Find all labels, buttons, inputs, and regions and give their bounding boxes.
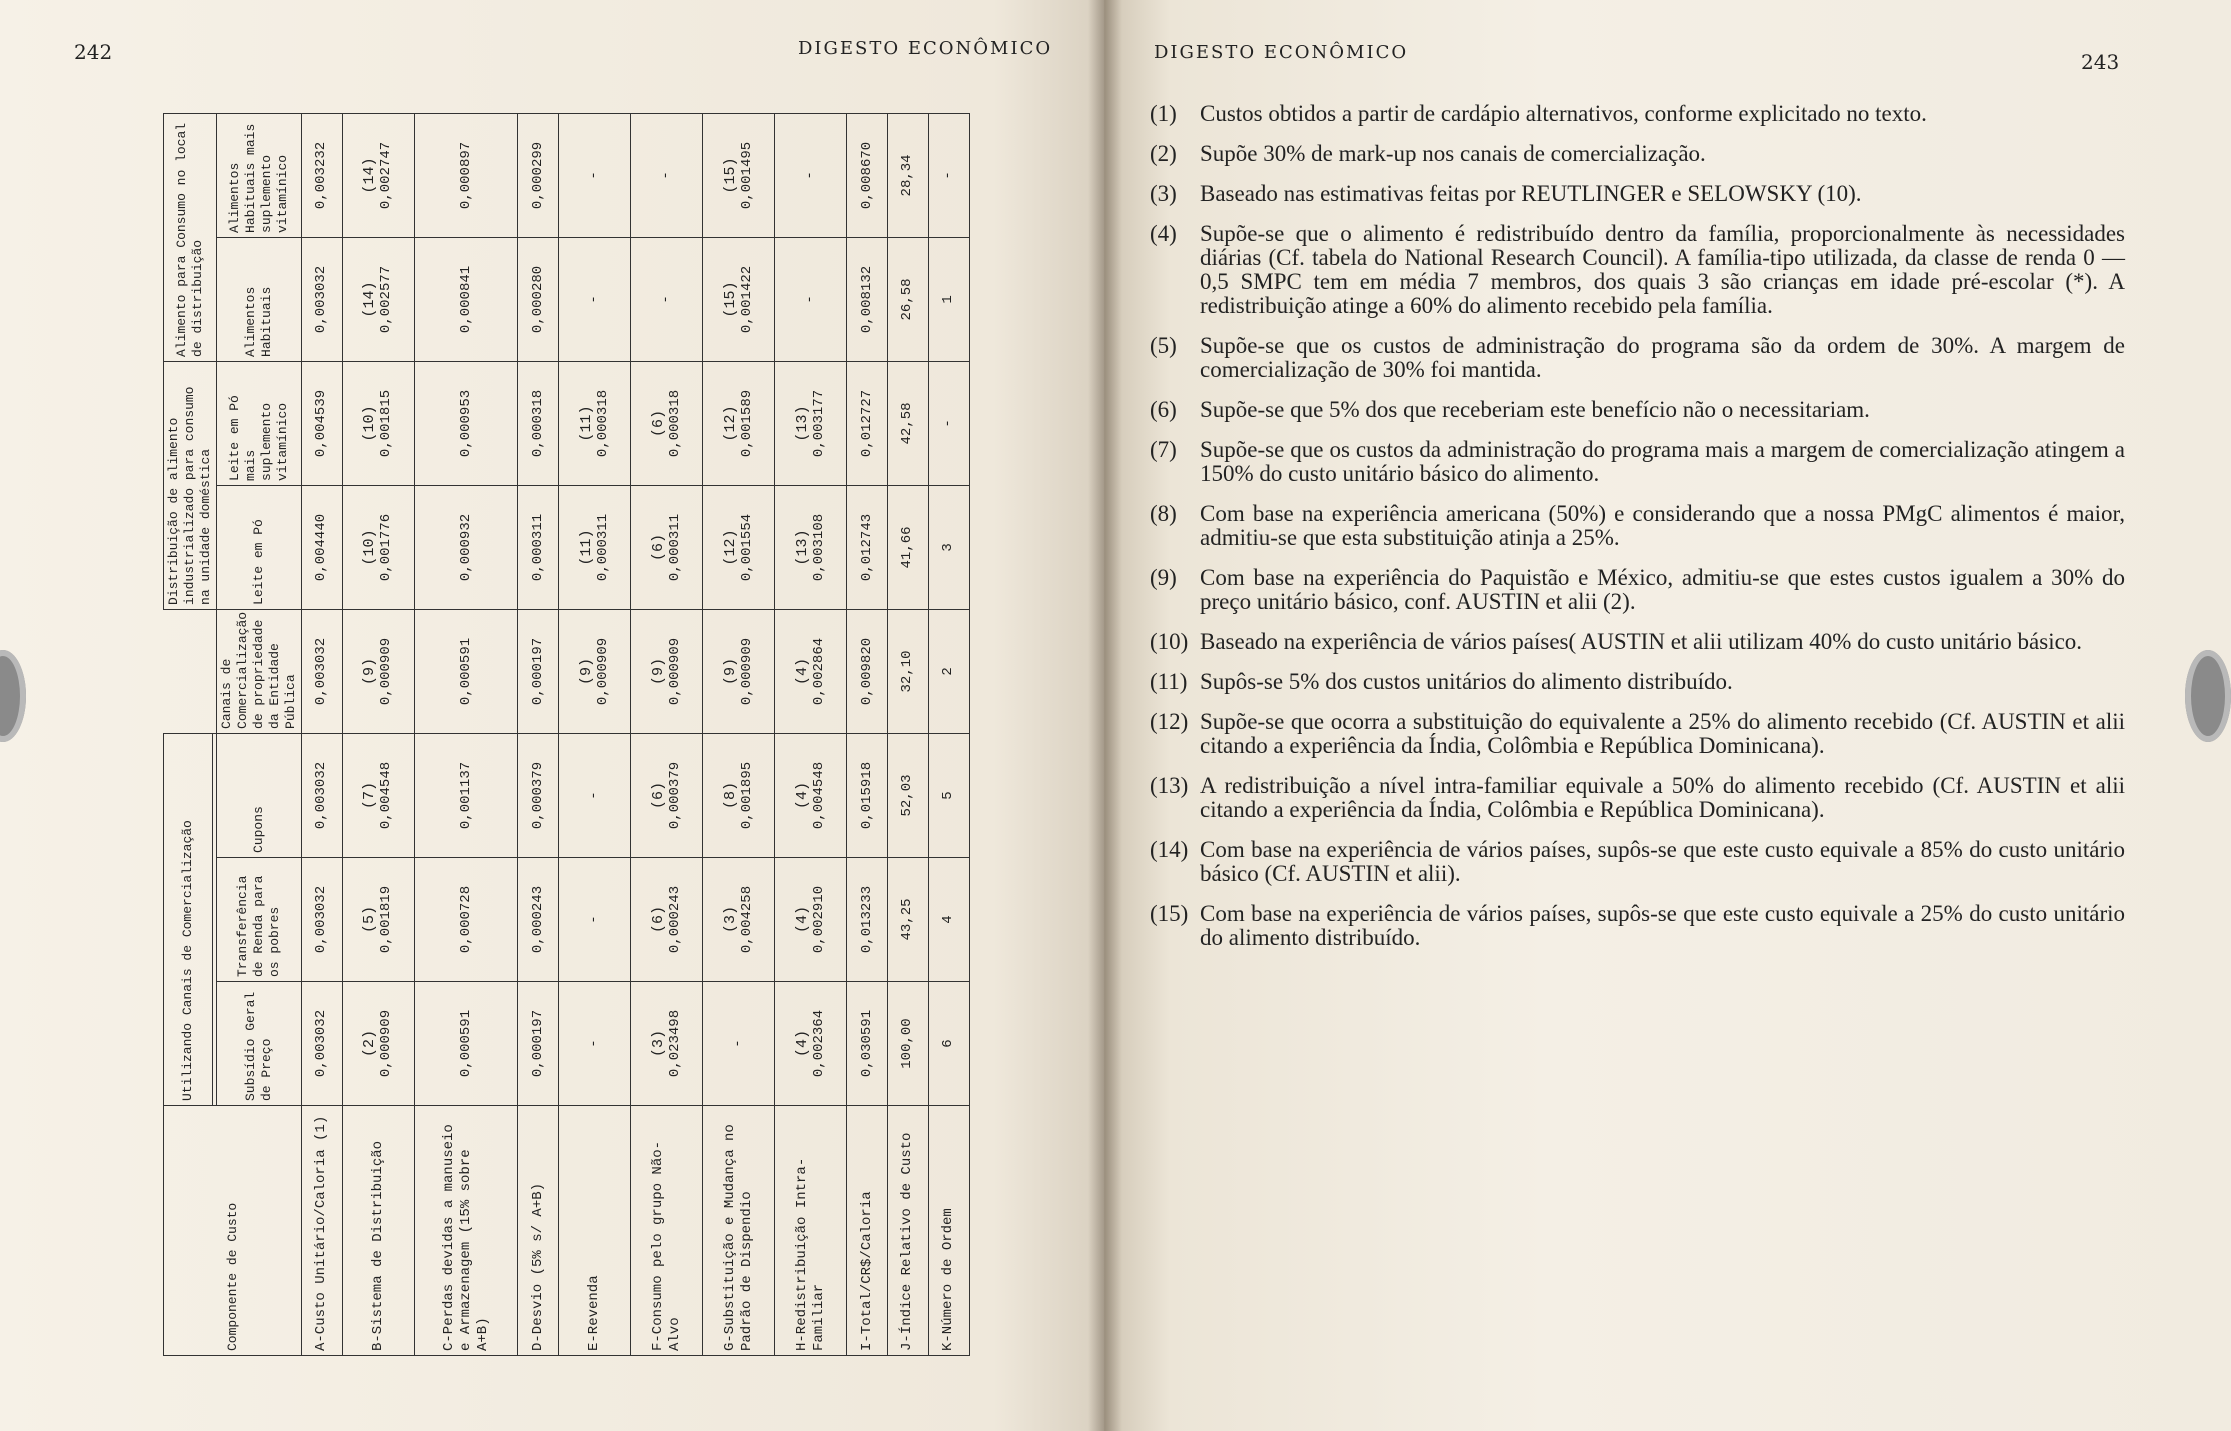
cell-value: 0,000311 bbox=[666, 513, 683, 582]
cell-value: 0,001495 bbox=[738, 141, 755, 210]
cell-value: 32,10 bbox=[899, 650, 916, 693]
table-cell bbox=[928, 237, 969, 361]
cell-value: 1 bbox=[940, 295, 957, 304]
table-cell bbox=[888, 609, 929, 733]
table-cell bbox=[928, 733, 969, 857]
footnote bbox=[1150, 142, 2125, 166]
footnote-text: Supõe-se que os custos da administração do programa mais a margem de comercialização atingem a 150% do custo unitário básico do alimento. bbox=[1200, 437, 2125, 486]
row-label: A-Custo Unitário/Caloria (1) bbox=[302, 1106, 343, 1356]
cell-footnote-ref: (11) bbox=[577, 405, 595, 442]
footnote-number: (1) bbox=[1150, 101, 1177, 126]
cell-value: 0,000953 bbox=[457, 389, 474, 458]
footnote-number: (15) bbox=[1150, 901, 1189, 926]
footnote bbox=[1150, 102, 2125, 126]
table-cell bbox=[928, 609, 969, 733]
cell-footnote-ref: (4) bbox=[793, 781, 811, 809]
cell-footnote-ref: (6) bbox=[649, 409, 667, 437]
cell-value: 0,000318 bbox=[529, 389, 546, 458]
cell-value: 0,003232 bbox=[313, 141, 330, 210]
cell-value: 0,000909 bbox=[666, 637, 683, 706]
table-cell bbox=[302, 237, 343, 361]
cell-value: 0,002910 bbox=[810, 885, 827, 954]
cell-value: 0,004539 bbox=[313, 389, 330, 458]
table-cell bbox=[342, 982, 414, 1106]
table-cell bbox=[631, 361, 703, 485]
table-cell bbox=[518, 485, 559, 609]
cell-value: 0,000909 bbox=[378, 1009, 395, 1078]
cell-value: 0,001776 bbox=[378, 513, 395, 582]
cost-table bbox=[163, 113, 970, 1356]
table-cell bbox=[775, 733, 847, 857]
table-cell bbox=[414, 733, 518, 857]
header-group-distribution: Distribuição de alimento industrializado para consumo na unidade doméstica bbox=[164, 361, 217, 609]
footnotes-list bbox=[1150, 102, 2125, 966]
cell-value: 0,012727 bbox=[858, 389, 875, 458]
table-cell bbox=[703, 113, 775, 237]
cell-value: - bbox=[940, 171, 957, 180]
footnote bbox=[1150, 398, 2125, 422]
cell-footnote-ref: (5) bbox=[361, 906, 379, 934]
col-head-leite-po-suplemento: Leite em Pó mais suplemento vitamínico bbox=[217, 361, 302, 485]
table-cell bbox=[631, 858, 703, 982]
row-label: H-Redistribuição Intra-Familiar bbox=[775, 1106, 847, 1356]
table-cell bbox=[518, 733, 559, 857]
cell-value: 0,001589 bbox=[738, 389, 755, 458]
table-cell bbox=[703, 982, 775, 1106]
cell-footnote-ref: (4) bbox=[793, 906, 811, 934]
footnote bbox=[1150, 566, 2125, 614]
table-cell bbox=[518, 361, 559, 485]
cell-value: 0,013233 bbox=[858, 885, 875, 954]
footnote-text: Com base na experiência americana (50%) e considerando que a nossa PMgC alimentos é maior, admitiu-se que esta substituição atinja a 25%. bbox=[1200, 501, 2125, 550]
cell-value: - bbox=[802, 171, 819, 180]
cost-table-rotated bbox=[163, 113, 957, 1356]
cell-footnote-ref: (9) bbox=[649, 657, 667, 685]
cell-value: 0,004548 bbox=[378, 761, 395, 830]
table-cell bbox=[703, 858, 775, 982]
cell-value: 42,58 bbox=[899, 402, 916, 445]
cell-value: 0,000728 bbox=[457, 885, 474, 954]
table-cell bbox=[928, 982, 969, 1106]
table-cell bbox=[414, 485, 518, 609]
cell-value: 26,58 bbox=[899, 278, 916, 321]
cell-value: 0,000591 bbox=[457, 637, 474, 706]
cell-value: 0,030591 bbox=[858, 1009, 875, 1078]
table-cell bbox=[518, 113, 559, 237]
cell-footnote-ref: (3) bbox=[721, 906, 739, 934]
running-head-left: DIGESTO ECONÔMICO bbox=[798, 38, 1053, 59]
table-cell bbox=[847, 733, 888, 857]
cell-value: - bbox=[802, 295, 819, 304]
cell-value: 0,004258 bbox=[738, 885, 755, 954]
table-cell bbox=[518, 609, 559, 733]
table-cell bbox=[775, 982, 847, 1106]
footnote bbox=[1150, 182, 2125, 206]
cell-value: 2 bbox=[940, 667, 957, 676]
page-number-left: 242 bbox=[74, 40, 113, 64]
table-cell bbox=[342, 113, 414, 237]
table-cell bbox=[414, 858, 518, 982]
col-head-alimentos-habituais-suplemento: Alimentos Habituais mais suplemento vitamínico bbox=[217, 113, 302, 237]
footnote-number: (5) bbox=[1150, 333, 1177, 358]
cell-value: - bbox=[940, 419, 957, 428]
cell-value: - bbox=[730, 1039, 747, 1048]
table-cell bbox=[414, 609, 518, 733]
binder-hole-right bbox=[2185, 650, 2231, 742]
cell-footnote-ref: (12) bbox=[721, 529, 739, 566]
footnote-text: Supôs-se 5% dos custos unitários do alimento distribuído. bbox=[1200, 669, 1733, 694]
cell-value: 41,66 bbox=[899, 526, 916, 569]
table-cell bbox=[631, 485, 703, 609]
footnote-text: Com base na experiência do Paquistão e México, admitiu-se que estes custos igualem a 30% do preço unitário básico, conf. AUSTIN et alii (2). bbox=[1200, 565, 2125, 614]
footnote-number: (6) bbox=[1150, 397, 1177, 422]
cell-value: 0,001422 bbox=[738, 265, 755, 334]
table-cell bbox=[847, 609, 888, 733]
table-row bbox=[775, 113, 847, 1355]
table-cell bbox=[775, 237, 847, 361]
table-cell bbox=[558, 113, 630, 237]
footnote bbox=[1150, 222, 2125, 318]
table-cell bbox=[342, 733, 414, 857]
cell-value: 0,004548 bbox=[810, 761, 827, 830]
cell-value: 43,25 bbox=[899, 898, 916, 941]
cell-value: 3 bbox=[940, 543, 957, 552]
cell-value: 0,000909 bbox=[594, 637, 611, 706]
table-cell bbox=[302, 733, 343, 857]
cell-value: - bbox=[586, 1039, 603, 1048]
table-row bbox=[342, 113, 414, 1355]
footnote-text: Custos obtidos a partir de cardápio alternativos, conforme explicitado no texto. bbox=[1200, 101, 1927, 126]
table-row bbox=[518, 113, 559, 1355]
cell-value: 0,000841 bbox=[457, 265, 474, 334]
table-cell bbox=[703, 733, 775, 857]
table-cell bbox=[631, 609, 703, 733]
table-cell bbox=[847, 113, 888, 237]
table-cell bbox=[342, 361, 414, 485]
cell-footnote-ref: (9) bbox=[361, 657, 379, 685]
row-label: G-Substituição e Mudança no Padrão de Dispendio bbox=[703, 1106, 775, 1356]
table-cell bbox=[342, 237, 414, 361]
cell-value: 100,00 bbox=[899, 1018, 916, 1069]
table-cell bbox=[847, 361, 888, 485]
table-cell bbox=[703, 609, 775, 733]
footnote-text: Com base na experiência de vários países, supôs-se que este custo equivale a 85% do custo unitário básico (Cf. AUSTIN et alii). bbox=[1200, 837, 2125, 886]
table-row bbox=[847, 113, 888, 1355]
cell-value: 0,000379 bbox=[529, 761, 546, 830]
table-cell bbox=[847, 237, 888, 361]
cell-footnote-ref: (11) bbox=[577, 529, 595, 566]
table-body bbox=[302, 113, 970, 1355]
table-cell bbox=[631, 113, 703, 237]
cell-footnote-ref: (9) bbox=[721, 657, 739, 685]
book-gutter bbox=[1088, 0, 1122, 1431]
cell-value: 0,000311 bbox=[529, 513, 546, 582]
row-label: D-Desvio (5% s/ A+B) bbox=[518, 1106, 559, 1356]
footnote bbox=[1150, 902, 2125, 950]
cell-value: 0,000897 bbox=[457, 141, 474, 210]
table-cell bbox=[847, 858, 888, 982]
cell-value: - bbox=[658, 295, 675, 304]
table-cell bbox=[631, 733, 703, 857]
footnote-number: (14) bbox=[1150, 837, 1189, 862]
footnote-text: Supõe-se que os custos de administração do programa são da ordem de 30%. A margem de comercialização de 30% foi mantida. bbox=[1200, 333, 2125, 382]
cell-value: - bbox=[586, 171, 603, 180]
table-cell bbox=[847, 485, 888, 609]
row-label: F-Consumo pelo grupo Não-Alvo bbox=[631, 1106, 703, 1356]
left-page bbox=[0, 0, 1104, 1431]
table-cell bbox=[847, 982, 888, 1106]
cell-footnote-ref: (4) bbox=[793, 657, 811, 685]
cell-value: 0,000243 bbox=[666, 885, 683, 954]
cell-value: 0,002577 bbox=[378, 265, 395, 334]
table-cell bbox=[775, 113, 847, 237]
table-row bbox=[302, 113, 343, 1355]
footnote-number: (7) bbox=[1150, 437, 1177, 462]
cell-value: 0,000909 bbox=[738, 637, 755, 706]
footnote-number: (9) bbox=[1150, 565, 1177, 590]
table-cell bbox=[888, 982, 929, 1106]
cell-value: 0,023498 bbox=[666, 1009, 683, 1078]
cell-value: 0,001819 bbox=[378, 885, 395, 954]
table-cell bbox=[558, 485, 630, 609]
table-cell bbox=[302, 858, 343, 982]
cell-value: 0,002864 bbox=[810, 637, 827, 706]
cell-footnote-ref: (14) bbox=[361, 281, 379, 318]
row-label: E-Revenda bbox=[558, 1106, 630, 1356]
cell-value: 28,34 bbox=[899, 154, 916, 197]
cell-value: 0,012743 bbox=[858, 513, 875, 582]
table-cell bbox=[631, 237, 703, 361]
footnote-text: Supõe 30% de mark-up nos canais de comercialização. bbox=[1200, 141, 1706, 166]
table-cell bbox=[888, 237, 929, 361]
table-cell bbox=[775, 485, 847, 609]
cost-table-frame bbox=[163, 113, 957, 1356]
table-row bbox=[888, 113, 929, 1355]
footnote-text: Supõe-se que 5% dos que receberiam este benefício não o necessitariam. bbox=[1200, 397, 1870, 422]
header-group-channels: Utilizando Canais de Comercialização bbox=[164, 733, 213, 1105]
table-cell bbox=[775, 858, 847, 982]
running-head-right: DIGESTO ECONÔMICO bbox=[1154, 42, 1409, 63]
cell-footnote-ref: (3) bbox=[649, 1030, 667, 1058]
cell-footnote-ref: (15) bbox=[721, 157, 739, 194]
table-cell bbox=[775, 361, 847, 485]
table-cell bbox=[558, 361, 630, 485]
footnote-number: (3) bbox=[1150, 181, 1177, 206]
table-row bbox=[703, 113, 775, 1355]
table-cell bbox=[631, 982, 703, 1106]
footnote-text: Supõe-se que ocorra a substituição do equivalente a 25% do alimento recebido (Cf. AUSTIN et alii citando a experiência da Índia, Colômbia e República Dominicana). bbox=[1200, 709, 2125, 758]
cell-value: 0,000318 bbox=[666, 389, 683, 458]
table-cell bbox=[888, 113, 929, 237]
cell-value: 4 bbox=[940, 915, 957, 924]
table-cell bbox=[775, 609, 847, 733]
cell-footnote-ref: (6) bbox=[649, 533, 667, 561]
table-cell bbox=[558, 609, 630, 733]
col-head-subsidio: Subsídio Geral de Preço bbox=[217, 982, 302, 1106]
footnote-number: (13) bbox=[1150, 773, 1189, 798]
cell-value: 0,000280 bbox=[529, 265, 546, 334]
cell-value: - bbox=[586, 295, 603, 304]
table-cell bbox=[342, 609, 414, 733]
cell-value: 0,015918 bbox=[858, 761, 875, 830]
footnote-number: (8) bbox=[1150, 501, 1177, 526]
cell-value: 0,002747 bbox=[378, 141, 395, 210]
table-cell bbox=[302, 113, 343, 237]
table-cell bbox=[518, 858, 559, 982]
cell-value: 0,003032 bbox=[313, 265, 330, 334]
table-cell bbox=[302, 982, 343, 1106]
table-cell bbox=[414, 113, 518, 237]
footnote bbox=[1150, 838, 2125, 886]
cell-value: 0,008132 bbox=[858, 265, 875, 334]
cell-footnote-ref: (13) bbox=[793, 529, 811, 566]
footnote-text: Com base na experiência de vários países, supôs-se que este custo equivale a 25% do custo unitário do alimento distribuído. bbox=[1200, 901, 2125, 950]
cell-value: 0,003032 bbox=[313, 761, 330, 830]
cell-value: 0,000299 bbox=[529, 141, 546, 210]
table-cell bbox=[558, 982, 630, 1106]
row-label: I-Total/CR$/Caloria bbox=[847, 1106, 888, 1356]
cell-footnote-ref: (14) bbox=[361, 157, 379, 194]
cell-value: 0,002364 bbox=[810, 1009, 827, 1078]
footnote bbox=[1150, 774, 2125, 822]
footnote-text: Baseado nas estimativas feitas por REUTLINGER e SELOWSKY (10). bbox=[1200, 181, 1862, 206]
col-head-leite-po: Leite em Pó bbox=[217, 485, 302, 609]
cell-value: 0,008670 bbox=[858, 141, 875, 210]
cell-value: 0,000311 bbox=[594, 513, 611, 582]
cell-value: 0,000243 bbox=[529, 885, 546, 954]
cell-footnote-ref: (12) bbox=[721, 405, 739, 442]
table-cell bbox=[888, 361, 929, 485]
footnote bbox=[1150, 502, 2125, 550]
cell-value: 0,000318 bbox=[594, 389, 611, 458]
footnote-number: (12) bbox=[1150, 709, 1189, 734]
col-head-alimentos-habituais: Alimentos Habituais bbox=[217, 237, 302, 361]
row-label: J-Índice Relativo de Custo bbox=[888, 1106, 929, 1356]
cell-value: 0,000379 bbox=[666, 761, 683, 830]
cell-value: 0,001554 bbox=[738, 513, 755, 582]
cell-value: - bbox=[658, 171, 675, 180]
table-cell bbox=[302, 361, 343, 485]
col-head-transferencia: Transferência de Renda para os pobres bbox=[217, 858, 302, 982]
cell-footnote-ref: (10) bbox=[361, 529, 379, 566]
table-cell bbox=[558, 237, 630, 361]
cell-value: 0,003032 bbox=[313, 885, 330, 954]
cell-value: 52,03 bbox=[899, 774, 916, 817]
cell-value: 0,003177 bbox=[810, 389, 827, 458]
table-cell bbox=[302, 609, 343, 733]
table-cell bbox=[414, 982, 518, 1106]
cell-footnote-ref: (9) bbox=[577, 657, 595, 685]
col-head-canais-publicos: Canais de Comercialização de propriedade da Entidade Pública bbox=[217, 609, 302, 733]
footnote-number: (11) bbox=[1150, 669, 1188, 694]
cell-footnote-ref: (8) bbox=[721, 781, 739, 809]
footnote bbox=[1150, 710, 2125, 758]
cell-footnote-ref: (4) bbox=[793, 1030, 811, 1058]
footnote bbox=[1150, 438, 2125, 486]
table-cell bbox=[888, 858, 929, 982]
cell-value: 0,000197 bbox=[529, 1009, 546, 1078]
table-cell bbox=[703, 237, 775, 361]
table-cell bbox=[928, 858, 969, 982]
cell-footnote-ref: (2) bbox=[361, 1030, 379, 1058]
page-number-right: 243 bbox=[2081, 50, 2120, 74]
footnote bbox=[1150, 670, 2125, 694]
header-group-local: Alimento para Consumo no local de distribuição bbox=[164, 113, 217, 361]
table-cell bbox=[928, 485, 969, 609]
cell-value: - bbox=[586, 791, 603, 800]
footnote bbox=[1150, 334, 2125, 382]
footnote-text: Baseado na experiência de vários países( AUSTIN et alii utilizam 40% do custo unitário básico. bbox=[1200, 629, 2083, 654]
cell-value: 0,001895 bbox=[738, 761, 755, 830]
row-label: K-Número de Ordem bbox=[928, 1106, 969, 1356]
table-cell bbox=[302, 485, 343, 609]
footnote-number: (10) bbox=[1150, 629, 1189, 654]
table-row bbox=[928, 113, 969, 1355]
table-cell bbox=[703, 361, 775, 485]
table-cell bbox=[558, 733, 630, 857]
cell-footnote-ref: (13) bbox=[793, 405, 811, 442]
cell-value: 0,003032 bbox=[313, 637, 330, 706]
cell-value: 0,000197 bbox=[529, 637, 546, 706]
table-row bbox=[631, 113, 703, 1355]
table-cell bbox=[703, 485, 775, 609]
row-label: C-Perdas devidas a manuseio e Armazenagem (15% sobre A+B) bbox=[414, 1106, 518, 1356]
table-cell bbox=[342, 858, 414, 982]
header-component: Componente de Custo bbox=[164, 1106, 302, 1356]
cell-value: 5 bbox=[940, 791, 957, 800]
table-row bbox=[558, 113, 630, 1355]
cell-value: 6 bbox=[940, 1039, 957, 1048]
cell-footnote-ref: (10) bbox=[361, 405, 379, 442]
table-cell bbox=[558, 858, 630, 982]
table-cell bbox=[414, 361, 518, 485]
header-blank bbox=[164, 609, 213, 733]
cell-footnote-ref: (15) bbox=[721, 281, 739, 318]
table-cell bbox=[414, 237, 518, 361]
cell-value: 0,001137 bbox=[457, 761, 474, 830]
cell-value: 0,004440 bbox=[313, 513, 330, 582]
cell-footnote-ref: (6) bbox=[649, 781, 667, 809]
cell-value: 0,000591 bbox=[457, 1009, 474, 1078]
table-cell bbox=[928, 113, 969, 237]
footnote-number: (4) bbox=[1150, 221, 1177, 246]
cell-value: 0,001815 bbox=[378, 389, 395, 458]
cell-footnote-ref: (7) bbox=[361, 781, 379, 809]
col-head-cupons: Cupons bbox=[217, 733, 302, 857]
table-cell bbox=[888, 485, 929, 609]
footnote-text: Supõe-se que o alimento é redistribuído dentro da família, proporcionalmente às necessidades diárias (Cf. tabela do National Research Council). A família-tipo utilizada, da classe de renda 0 — 0,5 SMPC tem em média 7 membros, dos quais 3 são crianças em idade pré-escolar (*). A redistribuição atinge a 60% do alimento recebido pela família. bbox=[1200, 221, 2125, 318]
table-cell bbox=[342, 485, 414, 609]
footnote-text: A redistribuição a nível intra-familiar equivale a 50% do alimento recebido (Cf. AUSTIN et alii citando a experiência da Índia, Colômbia e República Dominicana). bbox=[1200, 773, 2125, 822]
cell-value: - bbox=[586, 915, 603, 924]
table-cell bbox=[888, 733, 929, 857]
cell-value: 0,000909 bbox=[378, 637, 395, 706]
cell-value: 0,000932 bbox=[457, 513, 474, 582]
footnote bbox=[1150, 630, 2125, 654]
cell-footnote-ref: (6) bbox=[649, 906, 667, 934]
table-cell bbox=[518, 237, 559, 361]
table-row bbox=[414, 113, 518, 1355]
cell-value: 0,003108 bbox=[810, 513, 827, 582]
footnote-number: (2) bbox=[1150, 141, 1177, 166]
row-label: B-Sistema de Distribuição bbox=[342, 1106, 414, 1356]
table-cell bbox=[518, 982, 559, 1106]
cell-value: 0,009820 bbox=[858, 637, 875, 706]
cell-value: 0,003032 bbox=[313, 1009, 330, 1078]
table-cell bbox=[928, 361, 969, 485]
